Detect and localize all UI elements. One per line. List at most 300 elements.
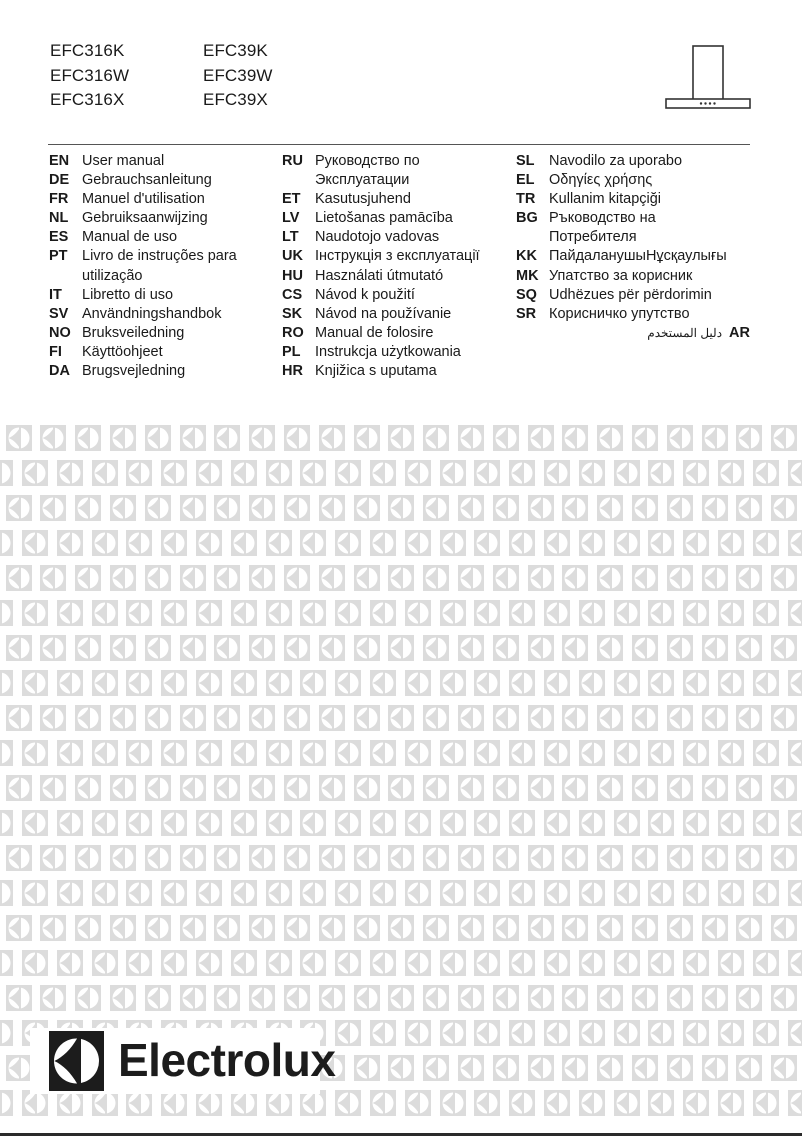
electrolux-logo-tile-icon [319, 775, 345, 801]
electrolux-logo-tile-icon [180, 845, 206, 871]
electrolux-logo-tile-icon [474, 530, 500, 556]
electrolux-logo-tile-icon [319, 915, 345, 941]
electrolux-logo-tile-icon [249, 425, 275, 451]
electrolux-logo-tile-icon [266, 530, 292, 556]
electrolux-logo-tile-icon [92, 670, 118, 696]
electrolux-logo-tile-icon [458, 705, 484, 731]
electrolux-logo-tile-icon [57, 670, 83, 696]
language-column-3 [516, 152, 750, 343]
electrolux-logo-tile-icon [75, 915, 101, 941]
electrolux-logo-tile-icon [667, 635, 693, 661]
electrolux-logo-tile-icon [92, 460, 118, 486]
electrolux-logo-tile-icon [648, 1020, 674, 1046]
language-title: Manual de uso [82, 229, 178, 246]
electrolux-logo-tile-icon [196, 460, 222, 486]
language-title: Руководство по [315, 153, 420, 169]
electrolux-logo-tile-icon [6, 775, 32, 801]
electrolux-logo-tile-icon [544, 600, 570, 626]
language-code [282, 171, 315, 190]
electrolux-logo-tile-icon [562, 705, 588, 731]
electrolux-logo-tile-icon [249, 565, 275, 591]
language-item-fi [49, 343, 237, 362]
electrolux-logo-tile-icon [509, 740, 535, 766]
electrolux-logo-tile-icon [161, 880, 187, 906]
language-title: utilização [82, 267, 143, 284]
electrolux-logo-tile-icon [0, 460, 13, 486]
language-title: Потребителя [549, 229, 637, 246]
language-item-kk [516, 247, 750, 266]
electrolux-logo-tile-icon [632, 635, 658, 661]
electrolux-logo-tile-icon [683, 950, 709, 976]
electrolux-logo-tile-icon [753, 600, 779, 626]
electrolux-logo-tile-icon [266, 600, 292, 626]
electrolux-logo-tile-icon [753, 950, 779, 976]
electrolux-logo-tile-icon [145, 635, 171, 661]
electrolux-logo-tile-icon [370, 1020, 396, 1046]
electrolux-logo-tile-icon [284, 565, 310, 591]
electrolux-logo-tile-icon [702, 775, 728, 801]
electrolux-logo-tile-icon [126, 880, 152, 906]
electrolux-logo-tile-icon [597, 565, 623, 591]
electrolux-logo-tile-icon [562, 845, 588, 871]
electrolux-logo-tile-icon [753, 810, 779, 836]
electrolux-logo-tile-icon [180, 425, 206, 451]
electrolux-logo-tile-icon [319, 565, 345, 591]
electrolux-logo-tile-icon [528, 1055, 554, 1081]
electrolux-logo-tile-icon [196, 670, 222, 696]
electrolux-logo-tile-icon [667, 845, 693, 871]
electrolux-logo-tile-icon [509, 1020, 535, 1046]
electrolux-logo-tile-icon [75, 775, 101, 801]
language-title: Käyttöohjeet [82, 343, 163, 360]
electrolux-logo-tile-icon [648, 810, 674, 836]
electrolux-logo-tile-icon [667, 495, 693, 521]
electrolux-logo-tile-icon [6, 565, 32, 591]
language-item-uk [282, 247, 480, 266]
language-title: دليل المستخدم [647, 325, 723, 340]
electrolux-logo-tile-icon [753, 530, 779, 556]
language-title: Instrukcja użytkowania [315, 343, 461, 360]
electrolux-logo-tile-icon [196, 740, 222, 766]
electrolux-logo-tile-icon [370, 950, 396, 976]
language-code [49, 267, 82, 286]
electrolux-logo-tile-icon [771, 775, 797, 801]
electrolux-logo-tile-icon [423, 635, 449, 661]
electrolux-logo-tile-icon [300, 600, 326, 626]
language-code: PT [49, 248, 68, 265]
pattern-row [0, 670, 802, 696]
electrolux-logo-tile-icon [0, 670, 13, 696]
electrolux-logo-tile-icon [6, 705, 32, 731]
electrolux-logo-tile-icon [509, 1090, 535, 1116]
electrolux-logo-tile-icon [458, 495, 484, 521]
pattern-row [0, 425, 802, 451]
electrolux-logo-tile-icon [335, 740, 361, 766]
electrolux-logo-tile-icon [509, 810, 535, 836]
electrolux-logo-tile-icon [458, 915, 484, 941]
electrolux-logo-tile-icon [354, 915, 380, 941]
electrolux-logo-tile-icon [319, 635, 345, 661]
electrolux-logo-tile-icon [249, 985, 275, 1011]
electrolux-logo-tile-icon [632, 915, 658, 941]
electrolux-logo-tile-icon [110, 915, 136, 941]
electrolux-logo-tile-icon [354, 985, 380, 1011]
electrolux-logo-tile-icon [440, 880, 466, 906]
electrolux-logo-tile-icon [771, 705, 797, 731]
electrolux-logo-tile-icon [231, 460, 257, 486]
electrolux-logo-tile-icon [667, 425, 693, 451]
language-title: Корисничко упутство [549, 305, 690, 322]
electrolux-logo-tile-icon [702, 425, 728, 451]
language-item-de [49, 171, 237, 190]
electrolux-logo-tile-icon [509, 530, 535, 556]
electrolux-logo-tile-icon [528, 635, 554, 661]
electrolux-logo-tile-icon [788, 460, 802, 486]
language-title: Livro de instruções para [82, 248, 237, 265]
electrolux-logo-tile-icon [771, 985, 797, 1011]
electrolux-logo-tile-icon [145, 985, 171, 1011]
electrolux-logo-tile-icon [22, 670, 48, 696]
electrolux-logo-tile-icon [145, 915, 171, 941]
language-column-2 [282, 152, 480, 381]
electrolux-logo-tile-icon [388, 565, 414, 591]
language-title: Οδηγίες χρήσης [549, 172, 653, 189]
electrolux-logo-tile-icon [161, 740, 187, 766]
electrolux-logo-tile-icon [544, 740, 570, 766]
electrolux-logo-tile-icon [110, 635, 136, 661]
electrolux-logo-tile-icon [683, 530, 709, 556]
electrolux-logo-tile-icon [92, 810, 118, 836]
electrolux-logo-tile-icon [614, 670, 640, 696]
language-code: HR [282, 363, 303, 380]
electrolux-logo-tile-icon [284, 985, 310, 1011]
language-title: Návod na používanie [315, 305, 452, 322]
electrolux-logo-tile-icon [300, 530, 326, 556]
language-code: TR [516, 191, 536, 208]
electrolux-logo-tile-icon [736, 565, 762, 591]
language-code: UK [282, 248, 303, 265]
electrolux-logo-tile-icon [284, 495, 310, 521]
language-item-tr [516, 190, 750, 209]
language-title: Manuel d'utilisation [82, 191, 205, 208]
electrolux-logo-tile-icon [579, 670, 605, 696]
electrolux-logo-tile-icon [249, 495, 275, 521]
electrolux-logo-tile-icon [718, 1020, 744, 1046]
language-item-hr [282, 362, 480, 381]
electrolux-logo-tile-icon [40, 425, 66, 451]
electrolux-logo-tile-icon [354, 845, 380, 871]
electrolux-logo-tile-icon [440, 810, 466, 836]
electrolux-logo-tile-icon [474, 740, 500, 766]
electrolux-logo-tile-icon [493, 635, 519, 661]
electrolux-logo-tile-icon [6, 635, 32, 661]
language-title: Gebruiksaanwijzing [82, 210, 208, 227]
electrolux-logo-tile-icon [562, 985, 588, 1011]
language-item-en [49, 152, 237, 171]
electrolux-logo-tile-icon [126, 740, 152, 766]
electrolux-logo-tile-icon [528, 845, 554, 871]
electrolux-logo-tile-icon [22, 810, 48, 836]
language-item-sl [516, 152, 750, 171]
electrolux-logo-tile-icon [231, 740, 257, 766]
electrolux-logo-tile-icon [458, 1055, 484, 1081]
electrolux-logo-tile-icon [231, 600, 257, 626]
electrolux-logo-tile-icon [683, 1020, 709, 1046]
electrolux-logo-tile-icon [440, 600, 466, 626]
electrolux-logo-tile-icon [196, 600, 222, 626]
electrolux-logo-tile-icon [562, 565, 588, 591]
language-code: NL [49, 210, 69, 227]
electrolux-logo-tile-icon [718, 460, 744, 486]
electrolux-logo-tile-icon [614, 810, 640, 836]
electrolux-logo-tile-icon [632, 495, 658, 521]
electrolux-logo-tile-icon [683, 880, 709, 906]
electrolux-logo-tile-icon [440, 1090, 466, 1116]
electrolux-logo-tile-icon [145, 495, 171, 521]
electrolux-logo-tile-icon [667, 915, 693, 941]
electrolux-logo-tile-icon [57, 740, 83, 766]
electrolux-logo-tile-icon [284, 915, 310, 941]
electrolux-logo-tile-icon [370, 740, 396, 766]
electrolux-logo-tile-icon [231, 530, 257, 556]
language-column-1 [49, 152, 237, 381]
electrolux-logo-tile-icon [6, 845, 32, 871]
electrolux-logo-tile-icon [423, 1055, 449, 1081]
electrolux-logo-tile-icon [145, 565, 171, 591]
language-code: SK [282, 305, 303, 322]
electrolux-logo-tile-icon [196, 810, 222, 836]
electrolux-logo-tile-icon [440, 950, 466, 976]
electrolux-logo-tile-icon [126, 810, 152, 836]
electrolux-logo-tile-icon [683, 460, 709, 486]
electrolux-logo-tile-icon [528, 495, 554, 521]
language-code: IT [49, 286, 62, 303]
electrolux-logo-tile-icon [683, 670, 709, 696]
electrolux-logo-tile-icon [335, 810, 361, 836]
electrolux-logo-tile-icon [648, 1090, 674, 1116]
electrolux-logo-tile-icon [528, 985, 554, 1011]
electrolux-logo-tile-icon [736, 425, 762, 451]
electrolux-logo-tile-icon [196, 880, 222, 906]
electrolux-logo-tile-icon [231, 880, 257, 906]
language-item-lt [282, 228, 480, 247]
electrolux-logo-tile-icon [22, 880, 48, 906]
electrolux-logo-tile-icon [632, 845, 658, 871]
electrolux-logo-tile-icon [667, 985, 693, 1011]
model-number: EFC316W [50, 65, 130, 85]
electrolux-logo-tile-icon [544, 670, 570, 696]
language-title: ПайдаланушыНұсқаулығы [549, 248, 727, 265]
electrolux-logo-tile-icon [335, 880, 361, 906]
language-item-mk [516, 267, 750, 286]
pattern-row [0, 495, 802, 521]
electrolux-logo-tile-icon [284, 845, 310, 871]
electrolux-logo-tile-icon [75, 565, 101, 591]
electrolux-logo-tile-icon [562, 425, 588, 451]
electrolux-logo-tile-icon [562, 495, 588, 521]
electrolux-logo-tile-icon [22, 740, 48, 766]
language-code: SR [516, 305, 537, 322]
electrolux-logo-tile-icon [231, 950, 257, 976]
language-item-pl [282, 343, 480, 362]
electrolux-logo-tile-icon [579, 530, 605, 556]
electrolux-logo-tile-icon [0, 530, 13, 556]
electrolux-logo-tile-icon [474, 880, 500, 906]
electrolux-logo-tile-icon [667, 775, 693, 801]
electrolux-logo-tile-icon [632, 565, 658, 591]
electrolux-logo-tile-icon [718, 1090, 744, 1116]
electrolux-logo-tile-icon [161, 950, 187, 976]
electrolux-logo-tile-icon [300, 810, 326, 836]
model-number: EFC316X [50, 90, 125, 109]
electrolux-logo-tile-icon [92, 880, 118, 906]
electrolux-logo-tile-icon [788, 740, 802, 766]
electrolux-logo-tile-icon [335, 1020, 361, 1046]
electrolux-logo-tile-icon [423, 495, 449, 521]
header-separator [48, 144, 750, 145]
language-title: Kullanim kitapçiği [549, 191, 662, 208]
electrolux-logo-tile-icon [110, 845, 136, 871]
pattern-row [0, 705, 802, 731]
electrolux-logo-icon [49, 1031, 104, 1091]
electrolux-logo-tile-icon [266, 810, 292, 836]
electrolux-logo-tile-icon [458, 985, 484, 1011]
electrolux-logo-tile-icon [614, 600, 640, 626]
electrolux-logo-tile-icon [632, 705, 658, 731]
electrolux-logo-tile-icon [440, 530, 466, 556]
electrolux-logo-tile-icon [319, 425, 345, 451]
electrolux-logo-tile-icon [544, 460, 570, 486]
electrolux-logo-tile-icon [614, 950, 640, 976]
pattern-row [0, 565, 802, 591]
electrolux-logo-tile-icon [544, 1090, 570, 1116]
electrolux-logo-tile-icon [75, 985, 101, 1011]
electrolux-logo-tile-icon [405, 740, 431, 766]
electrolux-logo-tile-icon [702, 705, 728, 731]
electrolux-logo-tile-icon [648, 530, 674, 556]
electrolux-logo-tile-icon [579, 810, 605, 836]
language-item-pt [49, 247, 237, 266]
electrolux-logo-tile-icon [458, 775, 484, 801]
electrolux-logo-tile-icon [493, 985, 519, 1011]
language-title: Användningshandbok [82, 305, 222, 322]
electrolux-logo-tile-icon [458, 565, 484, 591]
electrolux-logo-tile-icon [75, 635, 101, 661]
electrolux-logo-tile-icon [579, 880, 605, 906]
electrolux-logo-tile-icon [249, 845, 275, 871]
electrolux-logo-tile-icon [57, 600, 83, 626]
electrolux-logo-tile-icon [40, 495, 66, 521]
electrolux-logo-tile-icon [249, 705, 275, 731]
electrolux-logo-tile-icon [231, 810, 257, 836]
electrolux-logo-tile-icon [702, 915, 728, 941]
electrolux-logo-tile-icon [509, 600, 535, 626]
electrolux-logo-tile-icon [266, 670, 292, 696]
electrolux-logo-tile-icon [544, 1020, 570, 1046]
electrolux-logo-tile-icon [161, 670, 187, 696]
electrolux-logo-tile-icon [126, 530, 152, 556]
electrolux-logo-tile-icon [771, 425, 797, 451]
electrolux-logo-tile-icon [180, 495, 206, 521]
electrolux-logo-tile-icon [319, 495, 345, 521]
pattern-row [0, 600, 802, 626]
electrolux-logo-tile-icon [57, 530, 83, 556]
electrolux-logo-tile-icon [509, 670, 535, 696]
electrolux-logo-tile-icon [458, 845, 484, 871]
language-code: EL [516, 172, 535, 189]
electrolux-logo-tile-icon [528, 425, 554, 451]
language-title: Упатство за корисник [549, 267, 693, 284]
electrolux-logo-tile-icon [231, 670, 257, 696]
language-title: Navodilo za uporabo [549, 153, 683, 169]
electrolux-logo-tile-icon [423, 565, 449, 591]
electrolux-logo-tile-icon [579, 600, 605, 626]
electrolux-logo-tile-icon [493, 565, 519, 591]
electrolux-logo-tile-icon [40, 775, 66, 801]
electrolux-logo-tile-icon [266, 880, 292, 906]
language-item-el [516, 171, 750, 190]
language-code: ET [282, 191, 301, 208]
language-title: Udhëzues për përdorimin [549, 286, 712, 303]
electrolux-logo-tile-icon [405, 950, 431, 976]
electrolux-logo-tile-icon [126, 460, 152, 486]
electrolux-logo-tile-icon [22, 460, 48, 486]
electrolux-logo-tile-icon [196, 530, 222, 556]
electrolux-logo-tile-icon [354, 775, 380, 801]
pattern-row [0, 985, 802, 1011]
electrolux-logo-tile-icon [319, 985, 345, 1011]
language-code: FR [49, 191, 69, 208]
electrolux-logo-tile-icon [648, 740, 674, 766]
electrolux-logo-tile-icon [40, 845, 66, 871]
pattern-row [0, 845, 802, 871]
electrolux-logo-tile-icon [40, 635, 66, 661]
electrolux-logo-tile-icon [22, 950, 48, 976]
pattern-row [0, 915, 802, 941]
electrolux-logo-tile-icon [0, 810, 13, 836]
electrolux-logo-tile-icon [249, 775, 275, 801]
pattern-row [0, 880, 802, 906]
electrolux-logo-tile-icon [632, 1055, 658, 1081]
electrolux-logo-tile-icon [284, 705, 310, 731]
electrolux-logo-tile-icon [597, 705, 623, 731]
electrolux-logo-tile-icon [180, 985, 206, 1011]
electrolux-logo-tile-icon [528, 915, 554, 941]
electrolux-logo-tile-icon [648, 460, 674, 486]
electrolux-logo-tile-icon [597, 1055, 623, 1081]
electrolux-logo-tile-icon [509, 880, 535, 906]
pattern-row [0, 740, 802, 766]
electrolux-logo-tile-icon [388, 845, 414, 871]
electrolux-logo-tile-icon [92, 740, 118, 766]
electrolux-logo-tile-icon [266, 950, 292, 976]
electrolux-logo-tile-icon [736, 775, 762, 801]
electrolux-logo-tile-icon [92, 950, 118, 976]
electrolux-logo-tile-icon [753, 1020, 779, 1046]
language-title: Libretto di uso [82, 286, 174, 303]
electrolux-logo-tile-icon [562, 1055, 588, 1081]
electrolux-logo-tile-icon [528, 705, 554, 731]
language-item-nl [49, 209, 237, 228]
electrolux-logo-tile-icon [702, 1055, 728, 1081]
electrolux-logo-tile-icon [528, 775, 554, 801]
language-item-es [49, 228, 237, 247]
electrolux-logo-tile-icon [493, 775, 519, 801]
electrolux-logo-tile-icon [562, 635, 588, 661]
electrolux-logo-tile-icon [753, 1090, 779, 1116]
electrolux-logo-tile-icon [370, 460, 396, 486]
electrolux-logo-tile-icon [388, 985, 414, 1011]
